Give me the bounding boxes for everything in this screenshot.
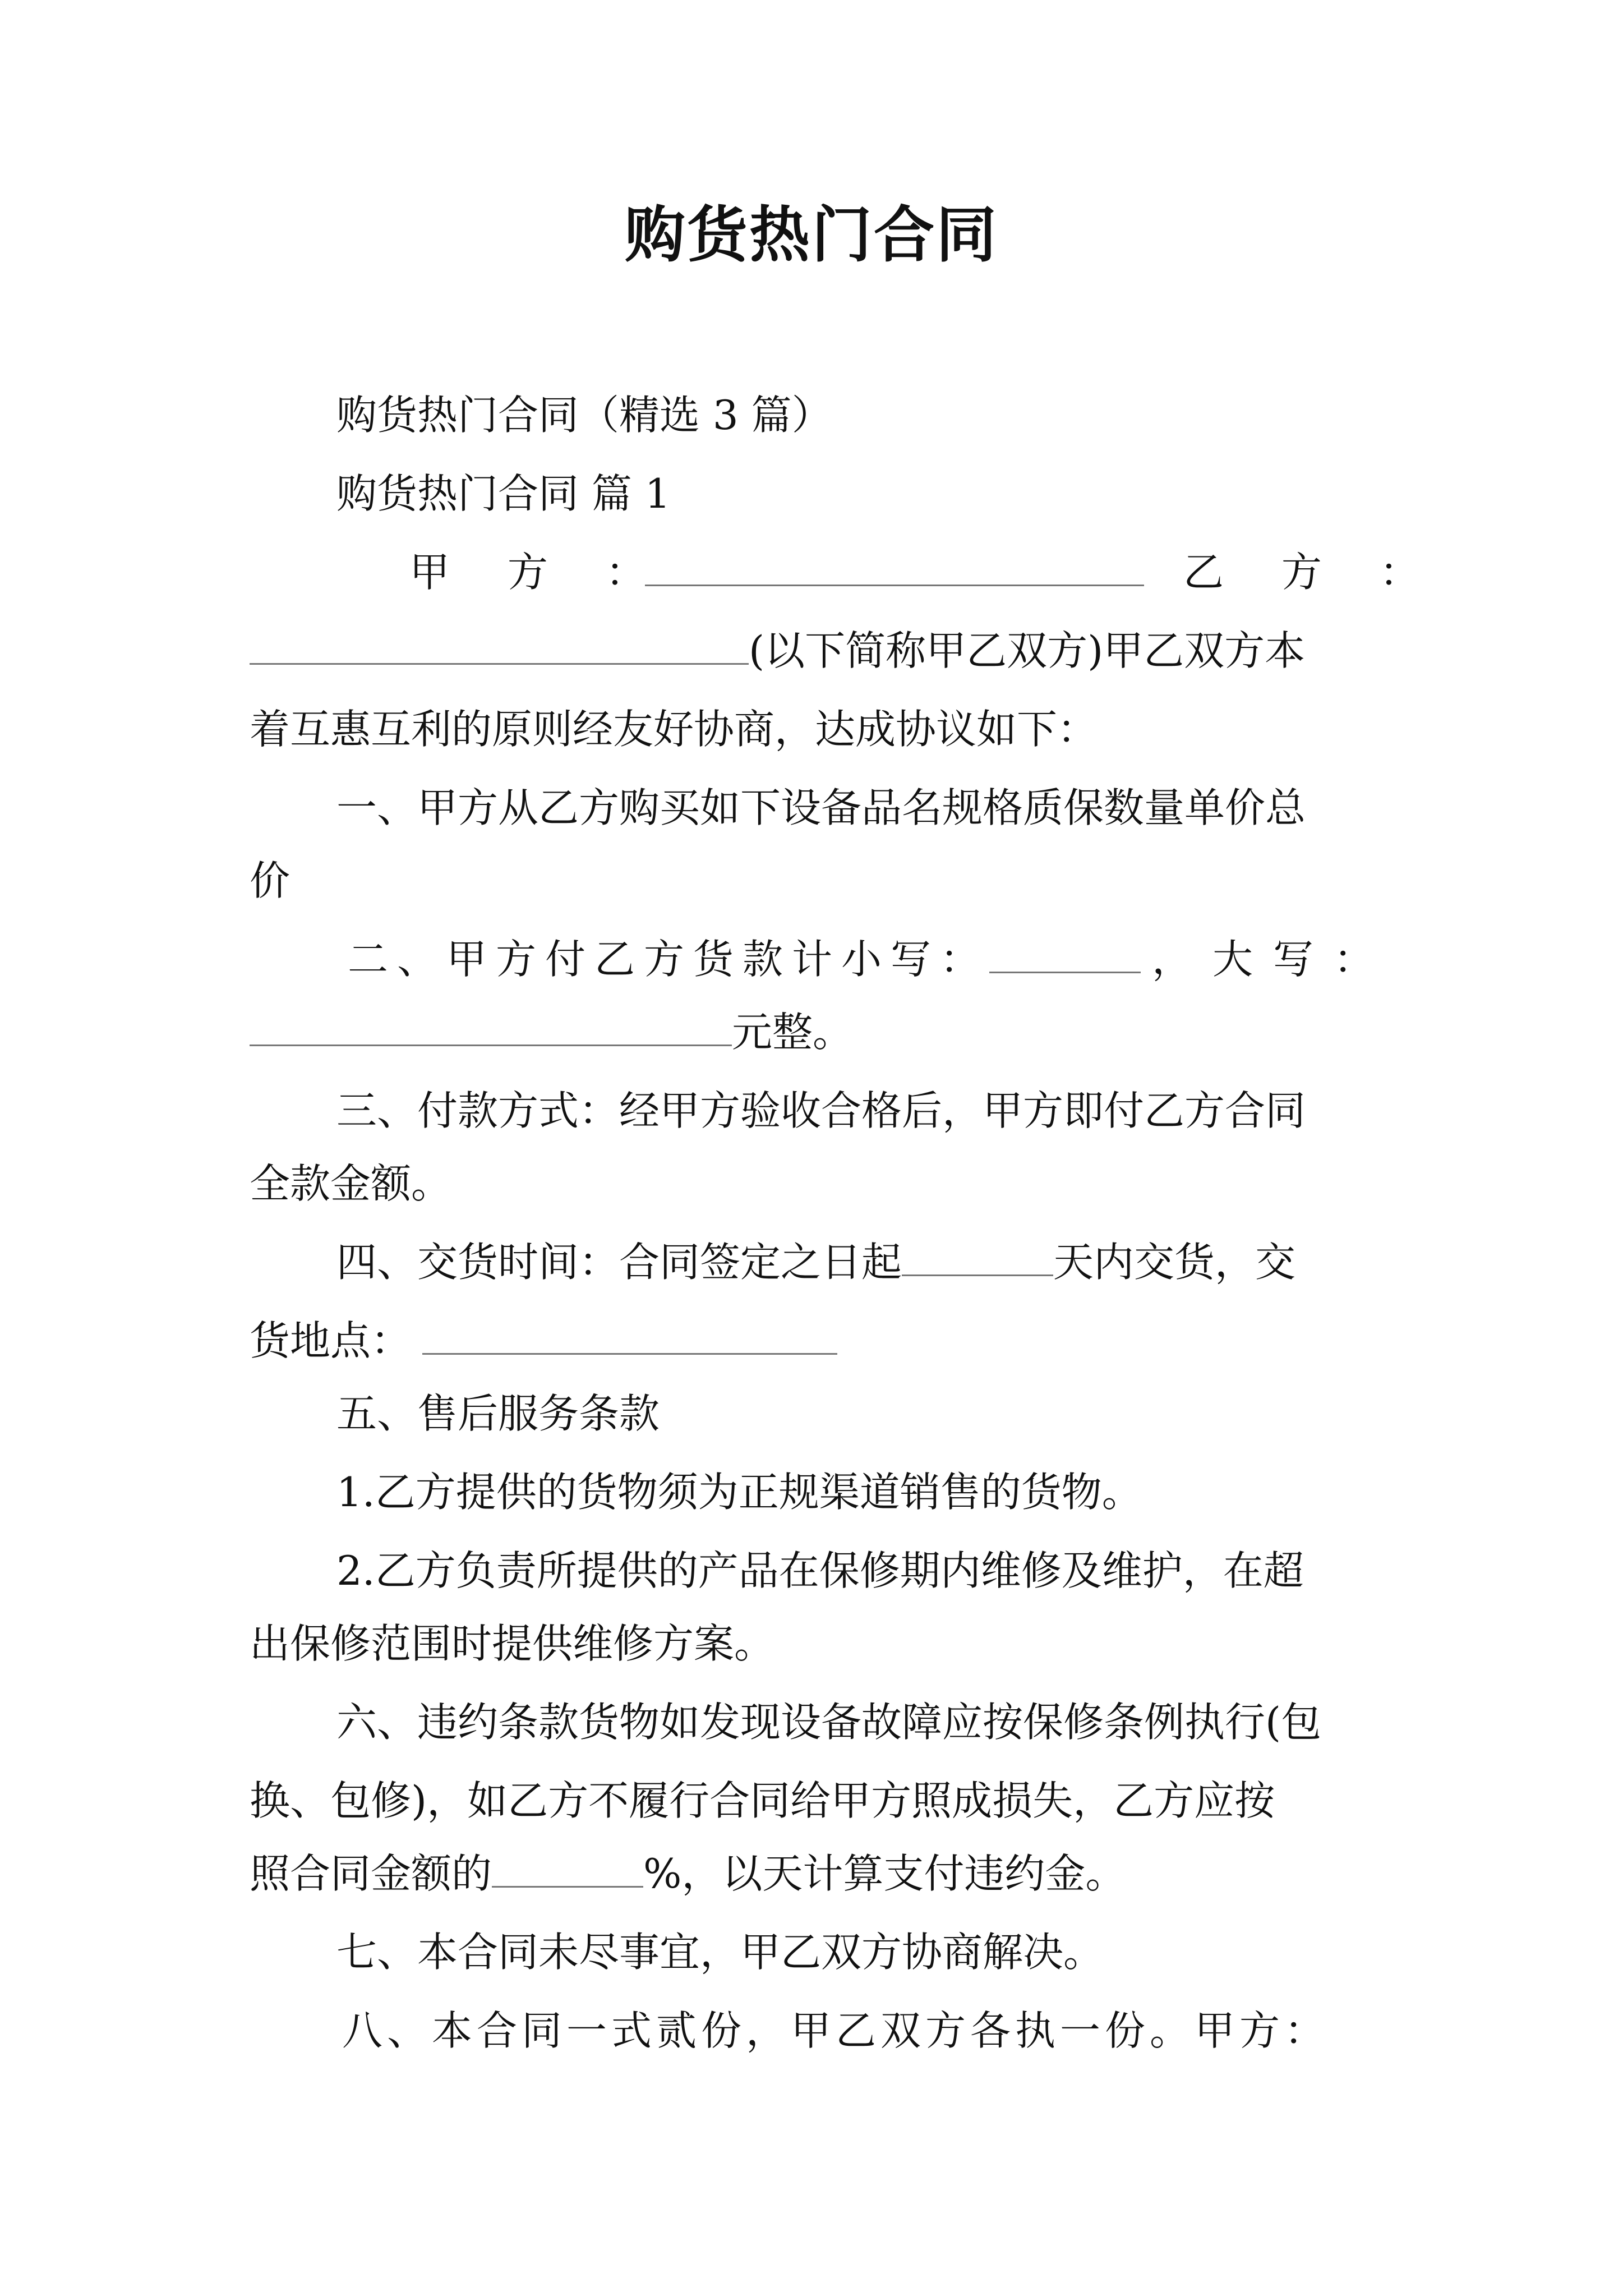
clause-2-prefix: 二、甲方付乙方货款计小写： [348, 936, 990, 983]
section-heading: 购货热门合同 篇 1 [336, 470, 671, 517]
clause-1-line-2: 价 [250, 857, 291, 904]
party-b-label-text: 乙 方 ： [1183, 549, 1442, 596]
clause-1-line-1: 一、甲方从乙方购买如下设备品名规格质保数量单价总 [336, 784, 1306, 831]
party-b-label [1183, 539, 1442, 606]
clause-2-line-1 [348, 926, 1394, 993]
clause-2-mid: ，大写： [1152, 936, 1395, 983]
clause-4-prefix: 四、交货时间：合同签定之日起 [336, 1239, 902, 1286]
clause-2-line-2 [250, 999, 853, 1066]
clause-6-line-2: 换、包修)，如乙方不履行合同给甲方照成损失，乙方应按 [250, 1777, 1275, 1824]
clause-6-suffix: %，以天计算支付违约金。 [643, 1850, 1126, 1897]
party-a-blank-line [645, 545, 1144, 586]
clause-6-prefix: 照合同金额的 [250, 1850, 492, 1897]
clause-5-item-2-line-1: 2.乙方负责所提供的产品在保修期内维修及维护，在超 [336, 1547, 1304, 1594]
clause-3-line-2: 全款金额。 [250, 1160, 452, 1207]
clause-8: 八、本合同一式贰份，甲乙双方各执一份。甲方： [342, 2007, 1330, 2054]
clause-6-line-1: 六、违约条款货物如发现设备故障应按保修条例执行(包 [336, 1699, 1322, 1746]
clause-7: 七、本合同未尽事宜，甲乙双方协商解决。 [336, 1929, 1104, 1976]
clause-5-item-2-line-2: 出保修范围时提供维修方案。 [250, 1620, 775, 1667]
clause-2-large-blank [250, 1005, 732, 1046]
clause-6-percent-blank [492, 1847, 643, 1888]
party-a-label [409, 539, 668, 606]
document-title: 购货热门合同 [624, 200, 998, 270]
intro-tail: (以下简称甲乙双方)甲乙双方本 [749, 627, 1306, 674]
clause-4-suffix: 天内交货，交 [1053, 1239, 1296, 1286]
clause-4-line-1 [336, 1228, 1295, 1296]
clause-5-heading: 五、售后服务条款 [336, 1390, 660, 1437]
intro-line-1 [250, 617, 1305, 684]
clause-4-location-label: 货地点： [250, 1317, 412, 1364]
clause-2-small-blank [989, 932, 1141, 973]
intro-line-2: 着互惠互利的原则经友好协商，达成协议如下： [250, 706, 1098, 753]
party-a-label-text: 甲 方 ： [409, 549, 668, 596]
clause-4-line-2 [250, 1307, 837, 1374]
clause-4-location-blank [422, 1314, 837, 1355]
clause-4-days-blank [902, 1235, 1053, 1276]
party-b-blank-line [250, 624, 749, 665]
doc-heading: 购货热门合同（精选 3 篇） [336, 392, 832, 439]
clause-2-tail: 元整。 [732, 1009, 854, 1056]
clause-6-line-3 [250, 1840, 1126, 1907]
clause-5-item-1: 1.乙方提供的货物须为正规渠道销售的货物。 [336, 1469, 1142, 1516]
party-a-blank [645, 539, 1144, 606]
clause-3-line-1: 三、付款方式：经甲方验收合格后，甲方即付乙方合同 [336, 1087, 1306, 1134]
